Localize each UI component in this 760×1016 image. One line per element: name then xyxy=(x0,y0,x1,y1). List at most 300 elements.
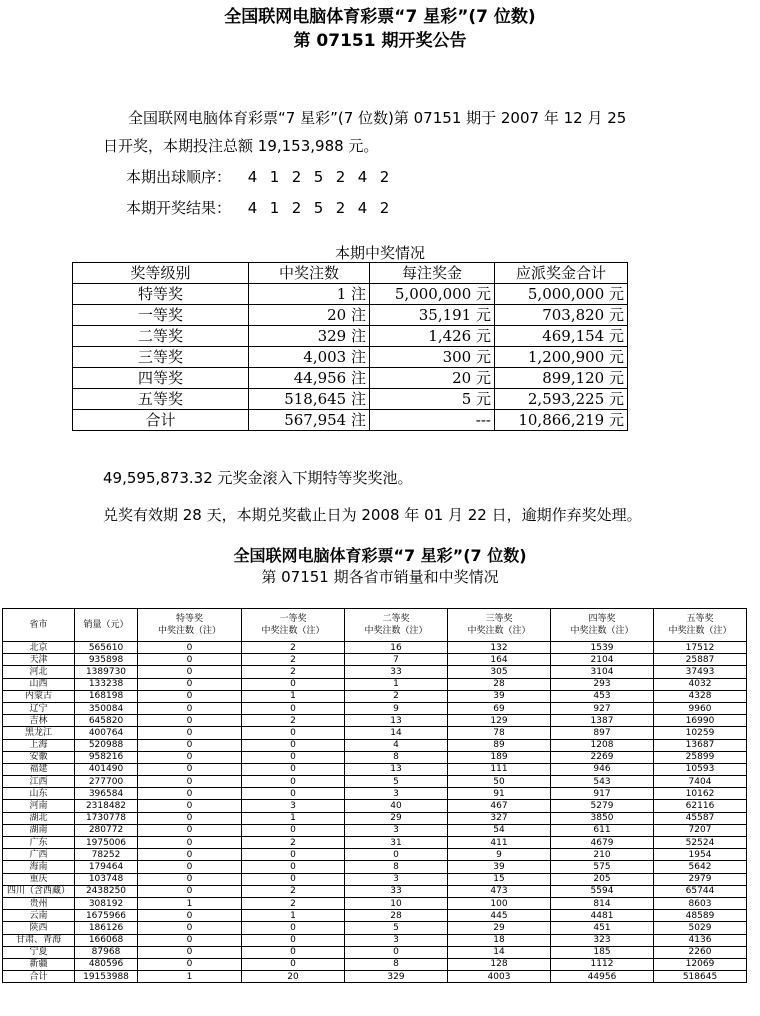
province-cell: 205 xyxy=(551,873,654,885)
province-cell: 1975006 xyxy=(75,837,138,849)
header-line: 特等奖 xyxy=(175,614,203,624)
province-cell: 4032 xyxy=(654,678,747,690)
digit: 2 xyxy=(379,168,390,186)
province-cell: 451 xyxy=(551,922,654,934)
province-cell: 2 xyxy=(242,715,345,727)
province-cell: 5 xyxy=(345,776,448,788)
province-cell: 1954 xyxy=(654,849,747,861)
province-cell: 4481 xyxy=(551,910,654,922)
province-row xyxy=(3,702,747,714)
prize-table-caption: 本期中奖情况 xyxy=(334,244,425,262)
draw-order xyxy=(126,167,402,187)
province-cell: 186126 xyxy=(75,922,138,934)
province-row xyxy=(3,666,747,678)
province-cell: 河北 xyxy=(3,666,75,678)
province-cell: 0 xyxy=(242,946,345,958)
province-row xyxy=(3,678,747,690)
province-cell: 7207 xyxy=(654,824,747,836)
province-cell: 401490 xyxy=(75,763,138,775)
province-cell: 黑龙江 xyxy=(3,727,75,739)
digit: 2 xyxy=(379,199,390,217)
province-cell: 0 xyxy=(138,885,242,897)
province-cell: 308192 xyxy=(75,897,138,909)
province-cell: 北京 xyxy=(3,642,75,654)
province-cell: 15 xyxy=(448,873,551,885)
draw-result xyxy=(126,198,402,218)
header-line: 中奖注数（注） xyxy=(364,626,428,636)
province-cell: 2269 xyxy=(551,751,654,763)
province-cell: 2979 xyxy=(654,873,747,885)
prize-cell: 329 注 xyxy=(249,326,370,347)
digit: 2 xyxy=(291,168,302,186)
digit: 2 xyxy=(335,168,346,186)
province-cell: 0 xyxy=(242,776,345,788)
province-cell: 327 xyxy=(448,812,551,824)
prize-cell: 1,426 元 xyxy=(370,326,495,347)
province-cell: 5642 xyxy=(654,861,747,873)
province-cell: 四川（含西藏） xyxy=(3,885,75,897)
province-cell: 3 xyxy=(345,934,448,946)
province-cell: 重庆 xyxy=(3,873,75,885)
province-cell: 400764 xyxy=(75,727,138,739)
province-cell: 8 xyxy=(345,751,448,763)
province-cell: 45587 xyxy=(654,812,747,824)
province-cell: 0 xyxy=(138,763,242,775)
province-cell: 31 xyxy=(345,837,448,849)
prize-row xyxy=(73,326,628,347)
province-cell: 3104 xyxy=(551,666,654,678)
prize-header-cell: 应派奖金合计 xyxy=(495,263,628,284)
province-cell: 0 xyxy=(138,910,242,922)
province-row xyxy=(3,897,747,909)
province-cell: 189 xyxy=(448,751,551,763)
province-cell: 0 xyxy=(242,922,345,934)
province-row xyxy=(3,727,747,739)
province-cell: 湖南 xyxy=(3,824,75,836)
province-cell: 14 xyxy=(345,727,448,739)
province-cell: 0 xyxy=(138,654,242,666)
province-cell: 0 xyxy=(138,690,242,702)
province-cell: 2 xyxy=(242,642,345,654)
province-cell: 33 xyxy=(345,885,448,897)
province-cell: 917 xyxy=(551,788,654,800)
header-line: 中奖注数（注） xyxy=(668,626,732,636)
province-cell: 1387 xyxy=(551,715,654,727)
province-cell: 7404 xyxy=(654,776,747,788)
province-cell: 3 xyxy=(242,800,345,812)
province-cell: 396584 xyxy=(75,788,138,800)
sales-title: 全国联网电脑体育彩票“7 星彩”(7 位数) xyxy=(233,546,527,565)
province-cell: 111 xyxy=(448,763,551,775)
province-cell: 13 xyxy=(345,763,448,775)
header-line: 五等奖 xyxy=(686,614,714,624)
province-cell: 4136 xyxy=(654,934,747,946)
province-cell: 9 xyxy=(448,849,551,861)
digit: 2 xyxy=(291,199,302,217)
province-cell: 福建 xyxy=(3,763,75,775)
prize-cell: 703,820 元 xyxy=(495,305,628,326)
province-cell: 2 xyxy=(242,837,345,849)
province-cell: 0 xyxy=(345,849,448,861)
prize-row xyxy=(73,284,628,305)
prize-cell: 特等奖 xyxy=(73,284,249,305)
province-cell: 280772 xyxy=(75,824,138,836)
province-cell: 543 xyxy=(551,776,654,788)
province-cell: 0 xyxy=(138,666,242,678)
province-cell: 277700 xyxy=(75,776,138,788)
province-cell: 0 xyxy=(138,946,242,958)
digit: 4 xyxy=(357,168,368,186)
province-header-cell xyxy=(242,609,345,642)
province-cell: 1 xyxy=(138,897,242,909)
province-cell: 166068 xyxy=(75,934,138,946)
province-row xyxy=(3,885,747,897)
header-line: 二等奖 xyxy=(382,614,410,624)
province-cell: 1112 xyxy=(551,958,654,970)
header-line: 四等奖 xyxy=(588,614,616,624)
province-cell: 0 xyxy=(242,702,345,714)
prize-row xyxy=(73,347,628,368)
province-row xyxy=(3,642,747,654)
draw-order-digits xyxy=(248,168,402,186)
draw-result-label: 本期开奖结果： xyxy=(126,199,232,217)
province-cell: 164 xyxy=(448,654,551,666)
province-cell: 103748 xyxy=(75,873,138,885)
province-cell: 1 xyxy=(242,910,345,922)
province-row xyxy=(3,861,747,873)
province-row xyxy=(3,763,747,775)
prize-cell: 567,954 注 xyxy=(249,410,370,431)
province-cell: 473 xyxy=(448,885,551,897)
prize-cell: 合计 xyxy=(73,410,249,431)
province-cell: 0 xyxy=(242,934,345,946)
prize-cell: 5 元 xyxy=(370,389,495,410)
prize-cell: 10,866,219 元 xyxy=(495,410,628,431)
province-row xyxy=(3,873,747,885)
province-cell: 云南 xyxy=(3,910,75,922)
prize-cell: 四等奖 xyxy=(73,368,249,389)
province-cell: 565610 xyxy=(75,642,138,654)
province-cell: 1 xyxy=(138,971,242,983)
prize-row xyxy=(73,389,628,410)
prize-cell: 三等奖 xyxy=(73,347,249,368)
prize-table-header xyxy=(73,263,628,284)
province-cell: 37493 xyxy=(654,666,747,678)
prize-row xyxy=(73,368,628,389)
province-row xyxy=(3,837,747,849)
province-cell: 10593 xyxy=(654,763,747,775)
province-cell: 2 xyxy=(345,690,448,702)
digit: 4 xyxy=(247,168,258,186)
digit: 2 xyxy=(335,199,346,217)
digit: 1 xyxy=(269,168,280,186)
province-header-cell xyxy=(75,609,138,642)
province-cell: 19153988 xyxy=(75,971,138,983)
province-cell: 2 xyxy=(242,666,345,678)
province-header-cell xyxy=(448,609,551,642)
province-cell: 185 xyxy=(551,946,654,958)
province-cell: 甘肃、青海 xyxy=(3,934,75,946)
header-line: 一等奖 xyxy=(279,614,307,624)
province-row xyxy=(3,824,747,836)
province-cell: 16 xyxy=(345,642,448,654)
header-line: 三等奖 xyxy=(485,614,513,624)
province-cell: 上海 xyxy=(3,739,75,751)
province-cell: 0 xyxy=(242,788,345,800)
province-cell: 海南 xyxy=(3,861,75,873)
province-row xyxy=(3,751,747,763)
prize-cell: 1 注 xyxy=(249,284,370,305)
province-row xyxy=(3,800,747,812)
prize-cell: 5,000,000 元 xyxy=(370,284,495,305)
province-cell: 3 xyxy=(345,873,448,885)
province-cell: 958216 xyxy=(75,751,138,763)
header-line: 中奖注数（注） xyxy=(157,626,221,636)
province-cell: 10162 xyxy=(654,788,747,800)
province-cell: 0 xyxy=(138,727,242,739)
province-row xyxy=(3,654,747,666)
digit: 5 xyxy=(313,199,324,217)
province-cell: 贵州 xyxy=(3,897,75,909)
prize-cell: 五等奖 xyxy=(73,389,249,410)
prize-cell: 899,120 元 xyxy=(495,368,628,389)
province-cell: 467 xyxy=(448,800,551,812)
province-cell: 内蒙古 xyxy=(3,690,75,702)
province-cell: 78252 xyxy=(75,849,138,861)
province-cell: 25887 xyxy=(654,654,747,666)
province-cell: 28 xyxy=(448,678,551,690)
province-cell: 10259 xyxy=(654,727,747,739)
province-cell: 0 xyxy=(242,873,345,885)
draw-result-digits xyxy=(248,199,402,217)
province-cell: 1675966 xyxy=(75,910,138,922)
province-cell: 8 xyxy=(345,861,448,873)
province-cell: 168198 xyxy=(75,690,138,702)
prize-table xyxy=(72,262,628,431)
province-cell: 0 xyxy=(242,763,345,775)
province-cell: 0 xyxy=(138,922,242,934)
province-table-header xyxy=(3,609,747,642)
province-cell: 40 xyxy=(345,800,448,812)
header-line: 省市 xyxy=(29,620,48,630)
province-row xyxy=(3,849,747,861)
province-cell: 1 xyxy=(242,690,345,702)
province-cell: 10 xyxy=(345,897,448,909)
province-cell: 1539 xyxy=(551,642,654,654)
prize-cell: 二等奖 xyxy=(73,326,249,347)
province-cell: 48589 xyxy=(654,910,747,922)
province-cell: 2 xyxy=(242,654,345,666)
prize-header-cell: 中奖注数 xyxy=(249,263,370,284)
prize-cell: 1,200,900 元 xyxy=(495,347,628,368)
province-cell: 0 xyxy=(138,642,242,654)
prize-cell: 20 注 xyxy=(249,305,370,326)
province-cell: 814 xyxy=(551,897,654,909)
province-cell: 50 xyxy=(448,776,551,788)
province-row xyxy=(3,922,747,934)
province-cell: 91 xyxy=(448,788,551,800)
province-cell: 0 xyxy=(138,751,242,763)
prize-row xyxy=(73,410,628,431)
province-cell: 8603 xyxy=(654,897,747,909)
province-cell: 5 xyxy=(345,922,448,934)
province-cell: 411 xyxy=(448,837,551,849)
province-cell: 29 xyxy=(345,812,448,824)
province-cell: 0 xyxy=(138,715,242,727)
province-cell: 5029 xyxy=(654,922,747,934)
province-cell: 39 xyxy=(448,690,551,702)
province-cell: 132 xyxy=(448,642,551,654)
province-cell: 9 xyxy=(345,702,448,714)
province-cell: 323 xyxy=(551,934,654,946)
province-cell: 2 xyxy=(242,885,345,897)
prize-cell: 44,956 注 xyxy=(249,368,370,389)
province-cell: 129 xyxy=(448,715,551,727)
province-cell: 2104 xyxy=(551,654,654,666)
province-cell: 210 xyxy=(551,849,654,861)
province-row xyxy=(3,812,747,824)
province-cell: 179464 xyxy=(75,861,138,873)
province-cell: 897 xyxy=(551,727,654,739)
province-header-cell xyxy=(345,609,448,642)
province-cell: 4003 xyxy=(448,971,551,983)
prize-cell: 5,000,000 元 xyxy=(495,284,628,305)
province-cell: 0 xyxy=(138,788,242,800)
province-cell: 0 xyxy=(138,873,242,885)
province-cell: 1 xyxy=(242,812,345,824)
province-cell: 20 xyxy=(242,971,345,983)
sales-subtitle: 第 07151 期各省市销量和中奖情况 xyxy=(261,568,499,586)
province-cell: 611 xyxy=(551,824,654,836)
province-cell: 645820 xyxy=(75,715,138,727)
province-cell: 935898 xyxy=(75,654,138,666)
province-row xyxy=(3,958,747,970)
province-cell: 1389730 xyxy=(75,666,138,678)
prize-cell: 2,593,225 元 xyxy=(495,389,628,410)
province-cell: 吉林 xyxy=(3,715,75,727)
digit: 5 xyxy=(313,168,324,186)
province-cell: 128 xyxy=(448,958,551,970)
digit: 1 xyxy=(269,199,280,217)
province-cell: 湖北 xyxy=(3,812,75,824)
province-cell: 453 xyxy=(551,690,654,702)
province-row xyxy=(3,690,747,702)
province-cell: 0 xyxy=(242,739,345,751)
page-title: 全国联网电脑体育彩票“7 星彩”(7 位数) xyxy=(224,7,536,27)
province-cell: 78 xyxy=(448,727,551,739)
province-cell: 575 xyxy=(551,861,654,873)
province-cell: 安徽 xyxy=(3,751,75,763)
province-cell: 16990 xyxy=(654,715,747,727)
prize-header-cell: 每注奖金 xyxy=(370,263,495,284)
province-cell: 927 xyxy=(551,702,654,714)
prize-cell: 一等奖 xyxy=(73,305,249,326)
province-cell: 445 xyxy=(448,910,551,922)
province-cell: 293 xyxy=(551,678,654,690)
province-cell: 3850 xyxy=(551,812,654,824)
province-cell: 17512 xyxy=(654,642,747,654)
province-cell: 13 xyxy=(345,715,448,727)
province-cell: 4679 xyxy=(551,837,654,849)
province-cell: 0 xyxy=(242,824,345,836)
province-cell: 39 xyxy=(448,861,551,873)
province-row xyxy=(3,934,747,946)
province-cell: 0 xyxy=(138,849,242,861)
province-cell: 0 xyxy=(138,837,242,849)
province-cell: 河南 xyxy=(3,800,75,812)
province-cell: 0 xyxy=(242,727,345,739)
province-cell: 89 xyxy=(448,739,551,751)
province-cell: 7 xyxy=(345,654,448,666)
prize-header-cell: 奖等级别 xyxy=(73,263,249,284)
province-cell: 0 xyxy=(138,861,242,873)
province-cell: 广东 xyxy=(3,837,75,849)
province-cell: 100 xyxy=(448,897,551,909)
province-cell: 0 xyxy=(138,824,242,836)
province-cell: 329 xyxy=(345,971,448,983)
prize-cell: 20 元 xyxy=(370,368,495,389)
province-cell: 0 xyxy=(242,849,345,861)
province-cell: 0 xyxy=(242,751,345,763)
province-row xyxy=(3,788,747,800)
province-cell: 305 xyxy=(448,666,551,678)
province-cell: 4 xyxy=(345,739,448,751)
province-cell: 0 xyxy=(138,678,242,690)
header-line: 中奖注数（注） xyxy=(261,626,325,636)
province-header-cell xyxy=(654,609,747,642)
province-cell: 0 xyxy=(138,934,242,946)
province-cell: 5594 xyxy=(551,885,654,897)
intro-line-1: 全国联网电脑体育彩票“7 星彩”(7 位数)第 07151 期于 2007 年 12 月 25 xyxy=(128,109,627,127)
province-cell: 4328 xyxy=(654,690,747,702)
province-cell: 江西 xyxy=(3,776,75,788)
province-cell: 44956 xyxy=(551,971,654,983)
province-cell: 480596 xyxy=(75,958,138,970)
province-cell: 2438250 xyxy=(75,885,138,897)
province-row xyxy=(3,715,747,727)
province-cell: 2 xyxy=(242,897,345,909)
province-cell: 合计 xyxy=(3,971,75,983)
province-row xyxy=(3,776,747,788)
province-cell: 14 xyxy=(448,946,551,958)
province-cell: 0 xyxy=(345,946,448,958)
province-cell: 0 xyxy=(138,800,242,812)
province-cell: 0 xyxy=(138,776,242,788)
province-cell: 350084 xyxy=(75,702,138,714)
province-cell: 新疆 xyxy=(3,958,75,970)
province-cell: 2260 xyxy=(654,946,747,958)
province-cell: 0 xyxy=(138,958,242,970)
province-cell: 0 xyxy=(242,958,345,970)
prize-row xyxy=(73,305,628,326)
province-cell: 天津 xyxy=(3,654,75,666)
province-cell: 3 xyxy=(345,824,448,836)
province-header-cell xyxy=(551,609,654,642)
province-cell: 0 xyxy=(242,861,345,873)
province-cell: 1 xyxy=(345,678,448,690)
page-subtitle: 第 07151 期开奖公告 xyxy=(293,31,467,51)
province-cell: 33 xyxy=(345,666,448,678)
prize-cell: 469,154 元 xyxy=(495,326,628,347)
province-cell: 5279 xyxy=(551,800,654,812)
province-cell: 山东 xyxy=(3,788,75,800)
digit: 4 xyxy=(357,199,368,217)
province-row xyxy=(3,910,747,922)
province-cell: 0 xyxy=(138,812,242,824)
draw-order-label: 本期出球顺序： xyxy=(126,168,232,186)
province-cell: 辽宁 xyxy=(3,702,75,714)
province-header-cell xyxy=(3,609,75,642)
